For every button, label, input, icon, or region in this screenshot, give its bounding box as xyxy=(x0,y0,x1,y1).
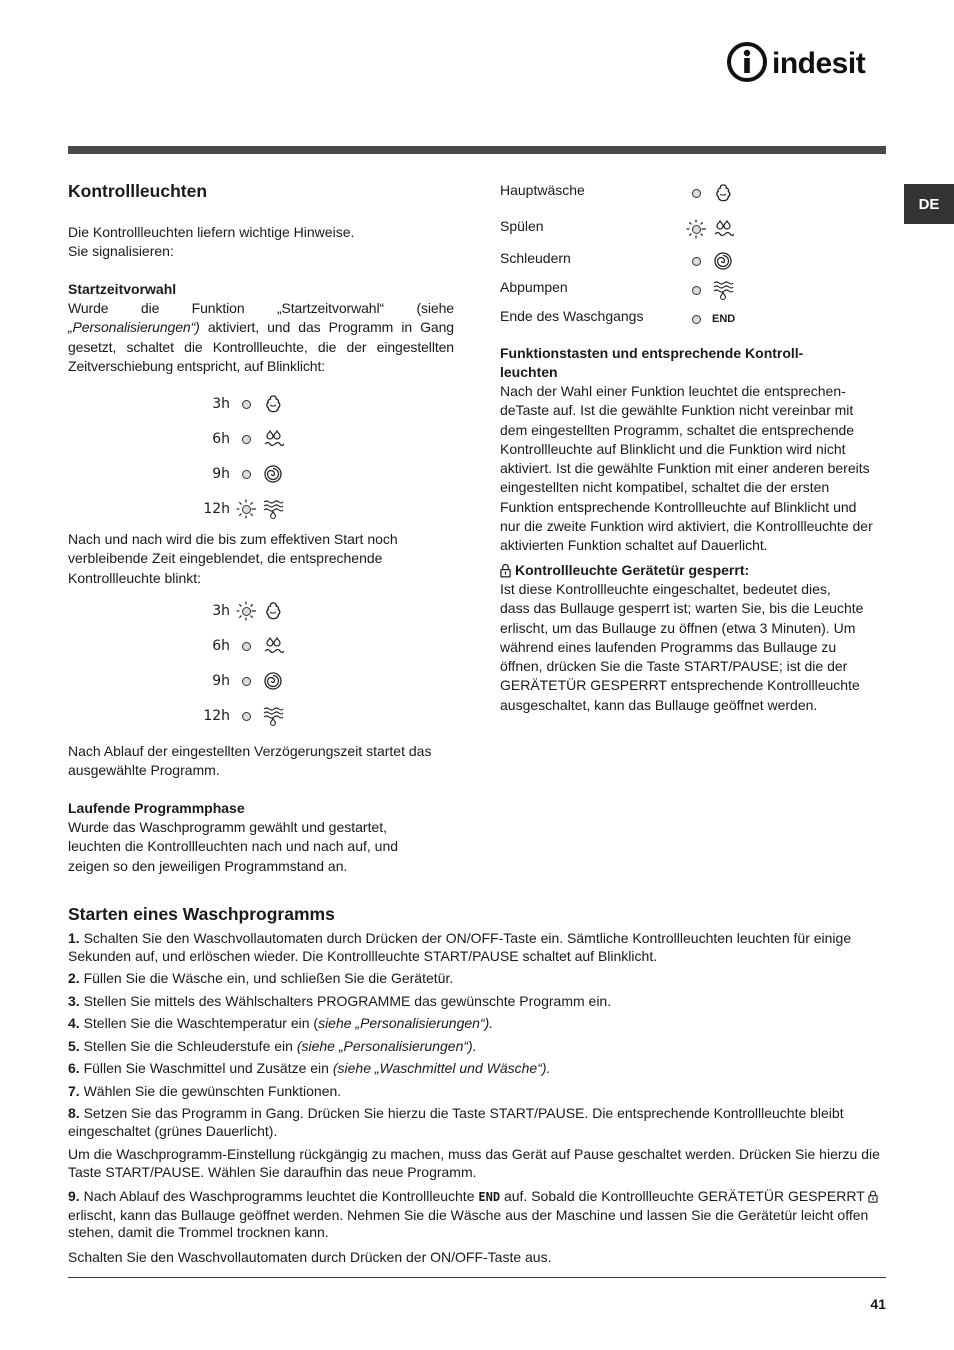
drain-icon xyxy=(262,705,284,727)
phase-row xyxy=(500,279,740,301)
step-reference: (siehe „Waschmittel und Wäsche“). xyxy=(332,1060,551,1076)
blinking-lamp xyxy=(236,601,256,621)
step-8 xyxy=(68,1105,886,1140)
logo-wordmark: indesit xyxy=(772,47,866,80)
step-3 xyxy=(68,993,886,1011)
step-text: Stellen Sie die Schleuderstufe ein xyxy=(79,1037,297,1054)
delay-lamp-row xyxy=(190,669,284,693)
delay-lamp-row xyxy=(190,462,284,486)
lamp-indicator xyxy=(242,470,251,479)
lamp-indicator xyxy=(692,315,701,324)
wash-icon xyxy=(712,182,734,204)
section-title-kontrollleuchten: Kontrollleuchten xyxy=(68,181,208,201)
indesit-logo xyxy=(726,40,888,84)
step-4 xyxy=(68,1015,886,1033)
lamp-indicator xyxy=(692,257,701,266)
startzeit-text-3: Nach Ablauf der eingestellten Verzögerungszeit startet das ausgewählte Programm. xyxy=(68,743,432,779)
phase-label: Schleudern xyxy=(500,250,571,266)
step-number: 3. xyxy=(68,992,80,1009)
heading-startzeitvorwahl: Startzeitvorwahl xyxy=(68,281,177,297)
delay-lamp-row xyxy=(190,704,284,728)
phase-row xyxy=(500,218,740,240)
lock-icon xyxy=(500,563,511,578)
delay-lamp-row xyxy=(190,392,284,416)
step-text: Füllen Sie Waschmittel und Zusätze ein xyxy=(79,1060,333,1076)
lamp-indicator xyxy=(692,189,701,198)
off-text: Schalten Sie den Waschvollautomaten durch Drücken der ON/OFF-Taste aus. xyxy=(68,1248,552,1265)
spin-icon xyxy=(262,463,284,485)
funktion-text: Nach der Wahl einer Funktion leuchtet die entsprechen- deTaste auf. Ist die gewählte Funktion nicht vereinbar mit dem eingestellten Programm, schaltet die entsprechende Kontrollleuchte auf Blinklicht und die Funktion wird nicht aktiviert. Ist die gewählte Funktion mit einer anderen bereits eingestellten nicht kompatibel, schaltet die der ersten Funktion entsprechende Kontrollleuchte auf Blinklicht und nur die zweite Funktion wird aktiviert, die Kontrollleuchte der aktivierten Funktion schaltet auf Dauerlicht. xyxy=(500,383,873,554)
phase-label: Ende des Waschgangs xyxy=(500,308,644,324)
rinse-icon xyxy=(262,635,284,657)
delay-hours-label: 6h xyxy=(212,431,230,447)
delay-hours-label: 9h xyxy=(212,673,230,689)
step-number: 7. xyxy=(68,1082,80,1099)
step-number: 5. xyxy=(68,1037,80,1054)
intro-text: Die Kontrollleuchten liefern wichtige Hinweise. Sie signalisieren: xyxy=(68,224,355,260)
step-7 xyxy=(68,1083,886,1101)
step-9-text-b: auf. Sobald die Kontrollleuchte GERÄTETÜR GESPERRT xyxy=(500,1188,869,1204)
step-text: Stellen Sie die Waschtemperatur ein ( xyxy=(79,1015,319,1031)
delay-lamp-row xyxy=(190,599,284,623)
header-bar xyxy=(68,146,886,154)
lock-icon xyxy=(868,1190,878,1203)
startzeit-text-b: aktiviert, und das Programm in Gang gesetzt, schaltet die Kontrollleuchte, die der eingestellten Zeitverschiebung entspricht, auf Blinklicht: xyxy=(68,319,454,374)
phase-row xyxy=(500,250,740,272)
step-text: Schalten Sie den Waschvollautomaten durch Drücken der ON/OFF-Taste ein. Sämtliche Kontrollleuchten leuchten für einige Sekunden auf, und erlöschen wieder. Die Kontrollleuchte START/PAUSE schaltet auf Blinklicht. xyxy=(68,930,852,964)
delay-hours-label: 6h xyxy=(212,638,230,654)
startzeit-text xyxy=(68,299,454,376)
laufend-text: Wurde das Waschprogramm gewählt und gestartet, leuchten die Kontrollleuchten nach und nach auf, und zeigen so den jeweiligen Programmstand an. xyxy=(68,819,399,874)
step-1 xyxy=(68,930,886,965)
blinking-lamp xyxy=(236,499,256,519)
step-6 xyxy=(68,1060,886,1078)
delay-hours-label: 3h xyxy=(212,396,230,412)
startzeit-text-2: Nach und nach wird die bis zum effektiven Start noch verbleibende Zeit eingeblendet, die entsprechende Kontrollleuchte blinkt: xyxy=(68,531,398,586)
lamp-indicator xyxy=(242,400,251,409)
heading-laufende-programmphase: Laufende Programmphase xyxy=(68,800,245,816)
blinking-lamp xyxy=(686,219,706,239)
lamp-indicator xyxy=(242,712,251,721)
phase-label: Abpumpen xyxy=(500,279,568,295)
step-text: Stellen Sie mittels des Wählschalters PROGRAMME das gewünschte Programm ein. xyxy=(79,992,612,1009)
delay-hours-label: 9h xyxy=(212,466,230,482)
end-icon: END xyxy=(712,313,736,325)
step-number: 6. xyxy=(68,1060,80,1076)
step-9-text-a: Nach Ablauf des Waschprogramms leuchtet die Kontrollleuchte xyxy=(79,1188,479,1204)
pause-text: Um die Waschprogramm-Einstellung rückgängig zu machen, muss das Gerät auf Pause geschaltet werden. Drücken Sie hierzu die Taste START/PAUSE. Wählen Sie daraufhin das neue Programm. xyxy=(68,1146,880,1180)
step-9-number: 9. xyxy=(68,1188,80,1204)
tuer-heading-row xyxy=(500,561,749,580)
phase-label: Spülen xyxy=(500,218,544,234)
spin-icon xyxy=(712,250,734,272)
language-tab: DE xyxy=(904,184,954,224)
delay-hours-label: 12h xyxy=(203,501,230,517)
step-text: Setzen Sie das Programm in Gang. Drücken Sie hierzu die Taste START/PAUSE. Die entsprechende Kontrollleuchte bleibt eingeschaltet (grünes Dauerlicht). xyxy=(68,1105,844,1139)
delay-lamp-row xyxy=(190,634,284,658)
step-reference: siehe „Personalisierungen“). xyxy=(318,1015,494,1031)
delay-hours-label: 12h xyxy=(203,708,230,724)
step-number: 1. xyxy=(68,930,80,946)
page-number: 41 xyxy=(870,1296,886,1312)
step-9-text-c: erlischt, kann das Bullauge geöffnet werden. Nehmen Sie die Wäsche aus der Maschine und lassen Sie die Gerätetür leicht offen stehen, damit die Trommel trocknen kann. xyxy=(68,1206,869,1240)
spin-icon xyxy=(262,670,284,692)
delay-lamp-row xyxy=(190,497,284,521)
phase-label: Hauptwäsche xyxy=(500,182,585,198)
phase-row xyxy=(500,182,740,204)
step-text: Füllen Sie die Wäsche ein, und schließen Sie die Gerätetür. xyxy=(79,970,454,986)
end-indicator-text: END xyxy=(478,1190,501,1204)
delay-lamp-row xyxy=(190,427,284,451)
lamp-indicator xyxy=(692,286,701,295)
startzeit-text-ref: „Personalisierungen“) xyxy=(68,319,200,336)
step-9 xyxy=(68,1188,886,1242)
wash-icon xyxy=(262,393,284,415)
footer-line xyxy=(68,1277,886,1278)
section-title-starten: Starten eines Waschprogramms xyxy=(68,904,335,924)
step-reference: (siehe „Personalisierungen“). xyxy=(296,1037,477,1054)
tuer-text: Ist diese Kontrollleuchte eingeschaltet, bedeutet dies, dass das Bullauge gesperrt ist; warten Sie, bis die Leuchte erlischt, um das Bullauge zu öffnen (etwa 3 Minuten). Um während eines laufenden Programms das Bullauge zu öffnen, drücken Sie die Taste START/PAUSE; ist die der GERÄTETÜR GESPERRT entsprechende Kontrollleuchte ausgeschaltet, kann das Bullauge geöffnet werden. xyxy=(500,581,864,713)
drain-icon xyxy=(262,498,284,520)
lamp-indicator xyxy=(242,435,251,444)
step-5 xyxy=(68,1038,886,1056)
step-2 xyxy=(68,970,886,988)
delay-hours-label: 3h xyxy=(212,603,230,619)
drain-icon xyxy=(712,279,734,301)
heading-tuer-gesperrt: Kontrollleuchte Gerätetür gesperrt: xyxy=(515,561,750,578)
steps-list xyxy=(68,930,886,1266)
step-number: 4. xyxy=(68,1015,80,1031)
rinse-icon xyxy=(712,218,734,240)
lamp-indicator xyxy=(242,677,251,686)
step-number: 8. xyxy=(68,1105,80,1121)
step-number: 2. xyxy=(68,970,80,986)
startzeit-text-a: Wurde die Funktion „Startzeitvorwahl“ (siehe xyxy=(68,300,454,316)
phase-row xyxy=(500,308,740,330)
step-text: Wählen Sie die gewünschten Funktionen. xyxy=(79,1082,342,1099)
lamp-indicator xyxy=(242,642,251,651)
heading-funktionstasten: Funktionstasten und entsprechende Kontroll- leuchten xyxy=(500,345,804,381)
wash-icon xyxy=(262,600,284,622)
rinse-icon xyxy=(262,428,284,450)
